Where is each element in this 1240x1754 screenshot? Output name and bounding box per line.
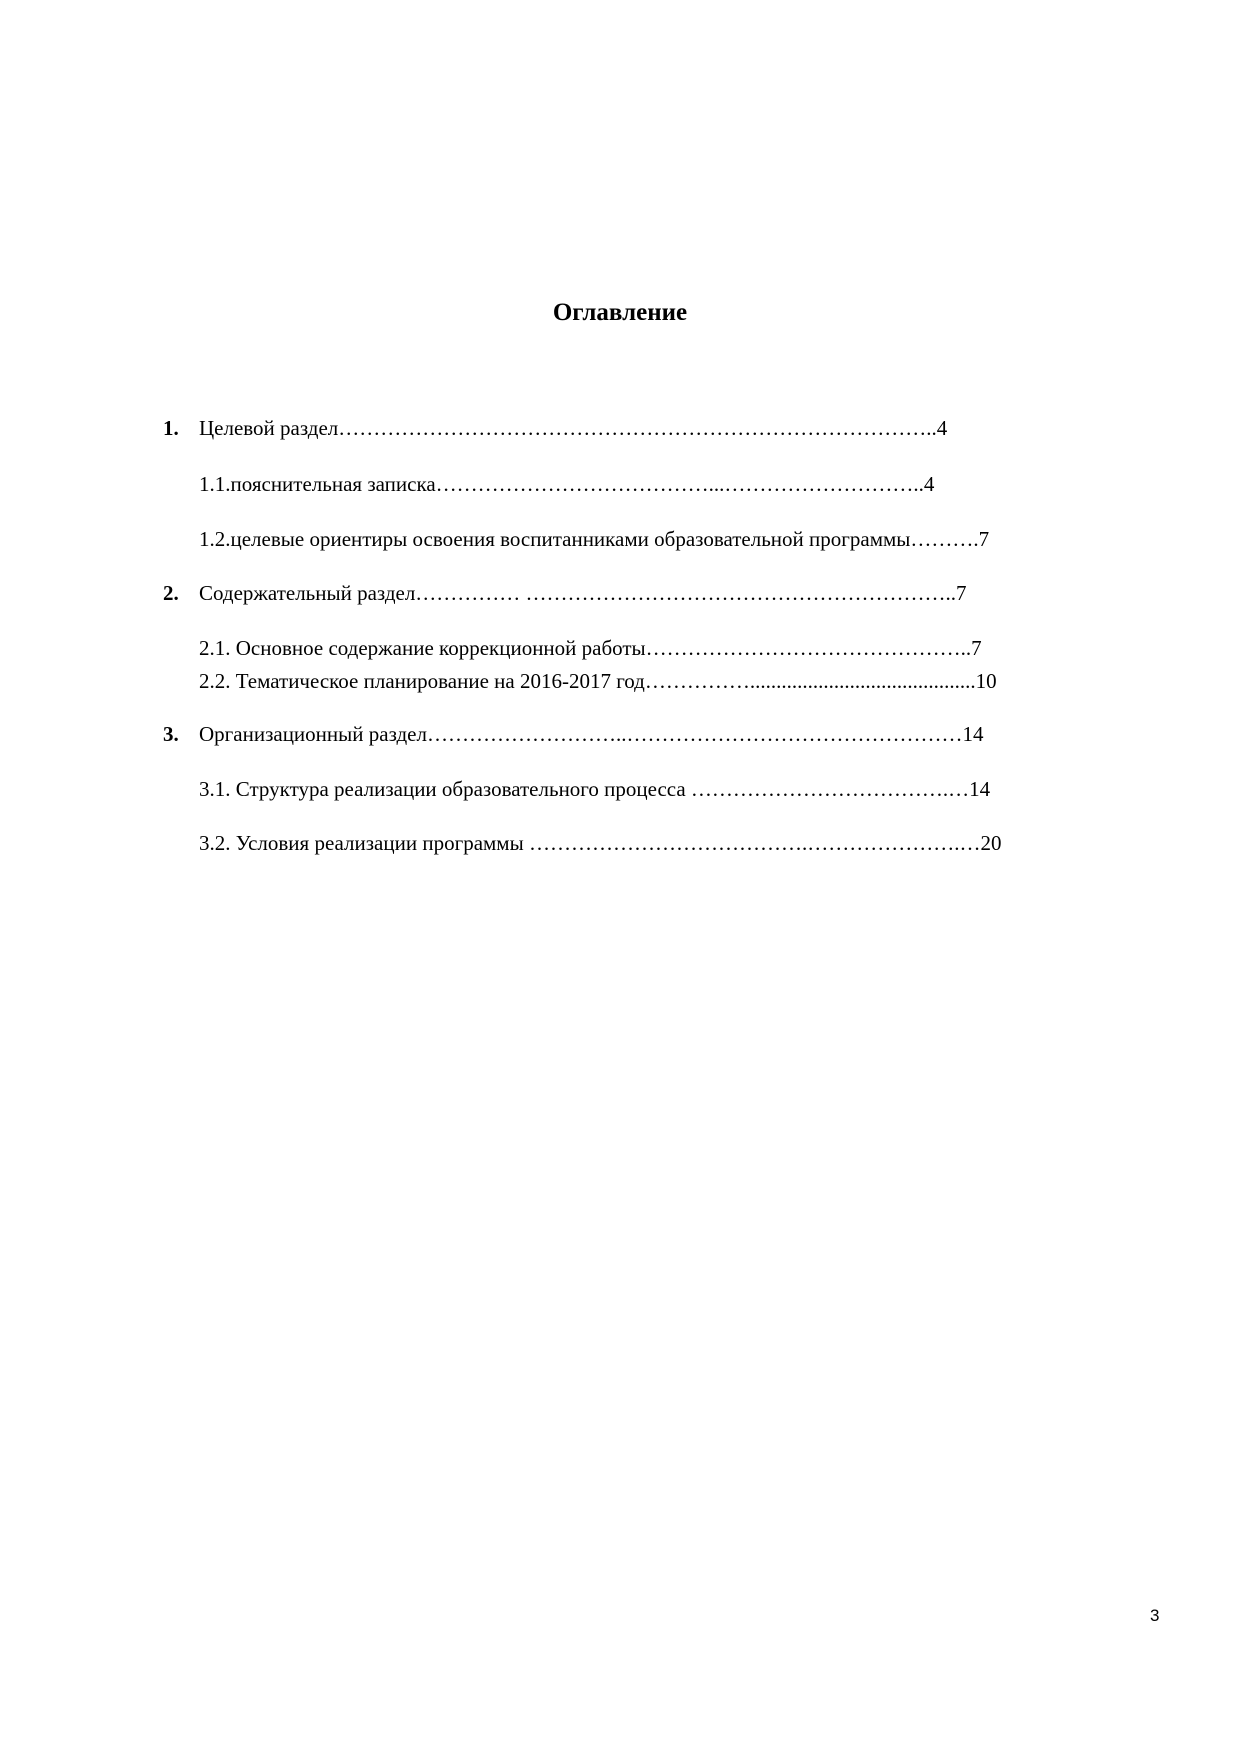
toc-entry-1 [163,414,1141,442]
toc-entry-text: 3.1. Структура реализации образовательного процесса ……………………………….…14 [199,777,991,801]
toc-entry-number: 3. [163,722,179,746]
toc-entry-text: Целевой раздел…………………………………………………………………………..4 [199,416,948,440]
toc-entry-text: Содержательный раздел…………… ……………………………………………………..7 [199,581,967,605]
toc-entry-text: 2.1. Основное содержание коррекционной работы………………………………………..7 [199,636,982,660]
toc-entry-text: 1.1.пояснительная записка…………………………………...………………………..4 [199,472,935,496]
toc-entry-1-2 [199,525,1141,553]
toc-entry-3-1 [199,775,1141,803]
page-title: Оглавление [552,299,688,326]
toc-entry-2-1 [199,634,1141,662]
toc-entry-text: 3.2. Условия реализации программы ………………………………….………………….…20 [199,831,1002,855]
toc-entry-2-2 [199,667,1141,695]
toc-entry-2 [163,579,1141,607]
toc-entry-3-2 [199,829,1141,857]
toc-entry-1-1 [199,470,1141,498]
toc-entry-number: 2. [163,581,179,605]
toc-entry-text: Организационный раздел………………………..…………………………………………14 [199,722,984,746]
toc-entry-text: 1.2.целевые ориентиры освоения воспитанниками образовательной программы……….7 [199,527,990,551]
page-number: 3 [1150,1606,1160,1625]
toc-entry-3 [163,720,1141,748]
toc-entry-number: 1. [163,416,179,440]
toc-entry-text: 2.2. Тематическое планирование на 2016-2017 год……………...........................................10 [199,669,997,693]
